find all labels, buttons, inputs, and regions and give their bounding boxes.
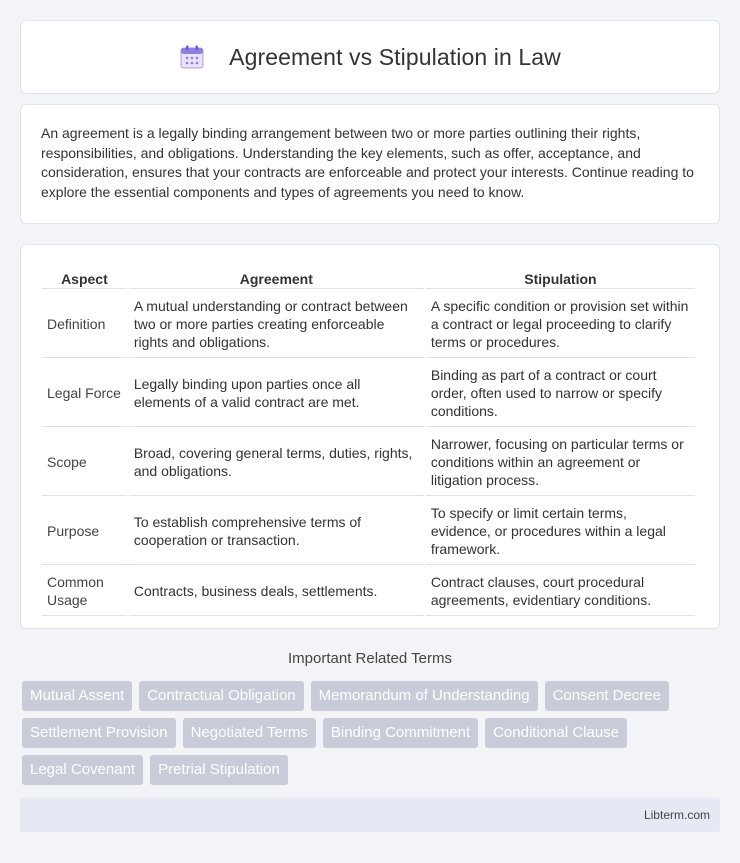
table-row [42,498,695,565]
row-aspect: Purpose [42,498,127,565]
row-agreement: To establish comprehensive terms of cooperation or transaction. [129,498,424,565]
tag-settlement-provision[interactable]: Settlement Provision [22,718,176,748]
row-stipulation: Narrower, focusing on particular terms or conditions within an agreement or litigation process. [426,429,695,496]
header-stipulation: Stipulation [426,267,695,289]
footer-site-link[interactable]: Libterm.com [643,808,710,822]
row-stipulation: Binding as part of a contract or court order, often used to narrow or specify conditions. [426,360,695,427]
row-agreement: Legally binding upon parties once all elements of a valid contract are met. [129,360,424,427]
related-terms-list [22,681,722,785]
tag-consent-decree[interactable]: Consent Decree [545,681,669,711]
row-stipulation: Contract clauses, court procedural agreements, evidentiary conditions. [426,567,695,616]
tag-memorandum-of-understanding[interactable]: Memorandum of Understanding [311,681,538,711]
calendar-icon [179,44,205,70]
header-card [20,20,720,94]
row-agreement: Contracts, business deals, settlements. [129,567,424,616]
row-aspect: Definition [42,291,127,358]
tag-negotiated-terms[interactable]: Negotiated Terms [183,718,316,748]
table-header-row [42,267,695,289]
comparison-table [40,265,697,618]
intro-card [20,104,720,224]
table-row [42,429,695,496]
row-stipulation: A specific condition or provision set within a contract or legal proceeding to clarify terms or procedures. [426,291,695,358]
table-row [42,360,695,427]
table-row [42,567,695,616]
footer [20,798,720,832]
tag-contractual-obligation[interactable]: Contractual Obligation [139,681,303,711]
table-row [42,291,695,358]
tag-mutual-assent[interactable]: Mutual Assent [22,681,132,711]
tag-pretrial-stipulation[interactable]: Pretrial Stipulation [150,755,288,785]
row-aspect: Legal Force [42,360,127,427]
row-agreement: Broad, covering general terms, duties, rights, and obligations. [129,429,424,496]
intro-text: An agreement is a legally binding arrangement between two or more parties outlining their rights, responsibilities, and obligations. Understanding the key elements, such as offer, acceptance, and consideration, ensures that your contracts are enforceable and protect your interests. Continue reading to explore the essential components and types of agreements you need to know. [41,125,694,200]
tag-legal-covenant[interactable]: Legal Covenant [22,755,143,785]
row-aspect: Common Usage [42,567,127,616]
row-stipulation: To specify or limit certain terms, evidence, or procedures within a legal framework. [426,498,695,565]
comparison-table-card [20,244,720,629]
row-agreement: A mutual understanding or contract between two or more parties creating enforceable rights and obligations. [129,291,424,358]
related-terms-title: Important Related Terms [288,650,452,667]
tag-conditional-clause[interactable]: Conditional Clause [485,718,627,748]
row-aspect: Scope [42,429,127,496]
header-agreement: Agreement [129,267,424,289]
page-title: Agreement vs Stipulation in Law [229,43,561,70]
tag-binding-commitment[interactable]: Binding Commitment [323,718,478,748]
header-aspect: Aspect [42,267,127,289]
